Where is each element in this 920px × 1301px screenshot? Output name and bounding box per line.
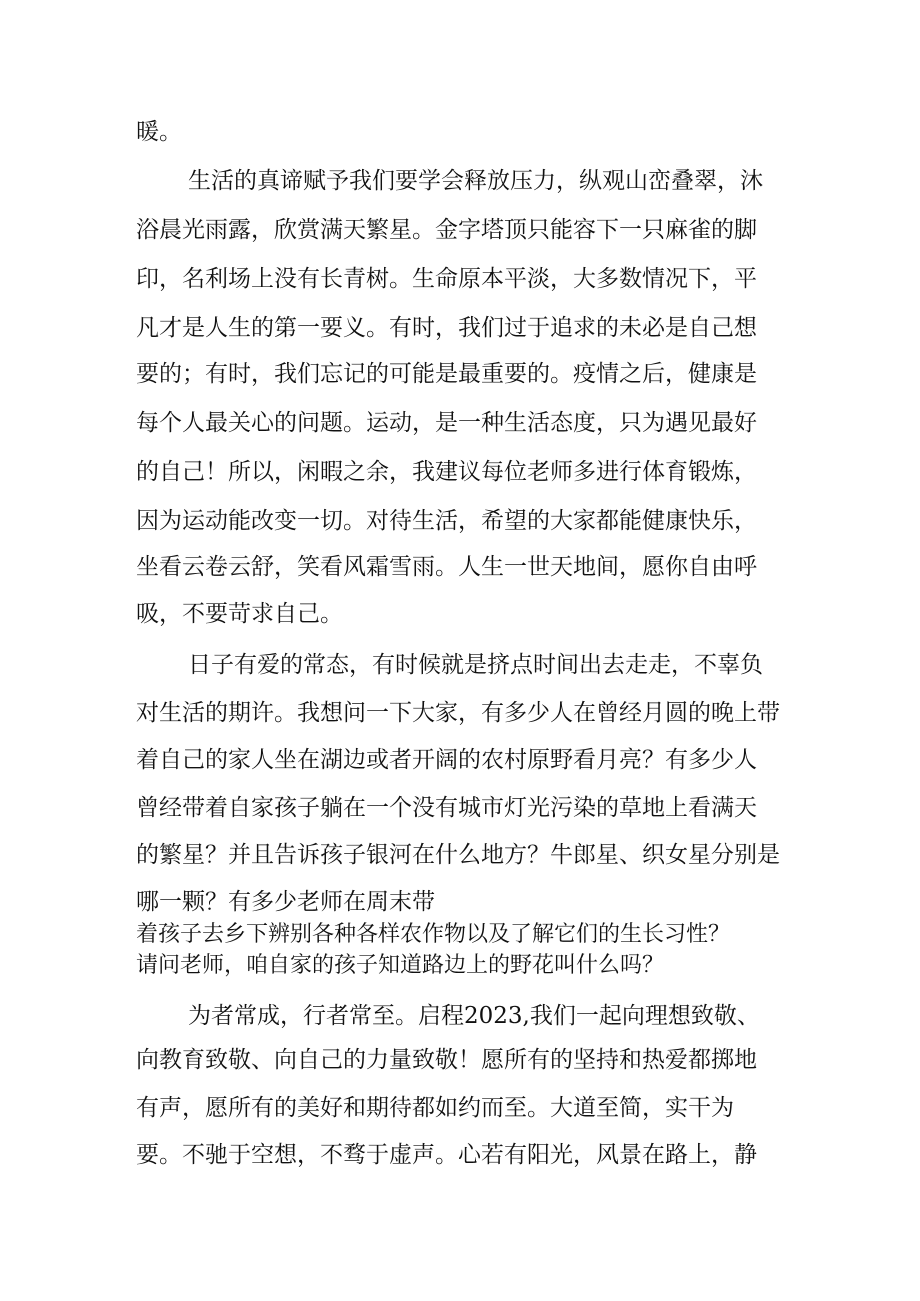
text-line: 吸，不要苛求自己。 [136,601,343,627]
text-line: 的自己！所以，闲暇之余，我建议每位老师多进行体育锻炼， [136,459,757,485]
text-line: 着孩子去乡下辨别各种各样农作物以及了解它们的生长习性？ [136,922,731,947]
text-line: 的繁星？并且告诉孩子银河在什么地方？牛郎星、织女星分别是 [136,842,780,868]
text-line: 浴晨光雨露，欣赏满天繁星。金字塔顶只能容下一只麻雀的脚 [136,217,757,243]
text-line: 因为运动能改变一切。对待生活，希望的大家都能健康快乐， [136,508,757,534]
text-line: 着自己的家人坐在湖边或者开阔的农村原野看月亮？有多少人 [136,747,757,773]
text-line: 请问老师，咱自家的孩子知道路边上的野花叫什么吗？ [136,953,665,978]
text-line: 暖。 [136,119,182,145]
text-line: 有声，愿所有的美好和期待都如约而至。大道至简，实干为 [136,1095,734,1121]
text-line: 印，名利场上没有长青树。生命原本平淡，大多数情况下，平 [136,266,757,292]
text-line: 坐看云卷云舒，笑看风霜雪雨。人生一世天地间，愿你自由呼 [136,554,757,580]
text-line: 要的；有时，我们忘记的可能是最重要的。疫情之后，健康是 [136,361,757,387]
paragraph-first-line: 日子有爱的常态，有时候就是挤点时间出去走走，不辜负 [188,652,763,678]
text-line: 要。不驰于空想，不骛于虚声。心若有阳光，风景在路上，静 [136,1142,757,1168]
paragraph-first-line: 为者常成，行者常至。启程2023,我们一起向理想致敬、 [188,1003,760,1029]
paragraph-first-line: 生活的真谛赋予我们要学会释放压力，纵观山峦叠翠，沐 [188,168,763,194]
text-line: 曾经带着自家孩子躺在一个没有城市灯光污染的草地上看满天 [136,795,757,821]
text-line: 对生活的期许。我想问一下大家，有多少人在曾经月圆的晚上带 [136,700,780,726]
text-line: 哪一颗？有多少老师在周末带 [136,889,435,915]
text-line: 每个人最关心的问题。运动，是一种生活态度，只为遇见最好 [136,410,757,436]
text-line: 凡才是人生的第一要义。有时，我们过于追求的未必是自己想 [136,315,757,341]
text-line: 向教育致敬、向自己的力量致敬！愿所有的坚持和热爱都掷地 [136,1047,757,1073]
